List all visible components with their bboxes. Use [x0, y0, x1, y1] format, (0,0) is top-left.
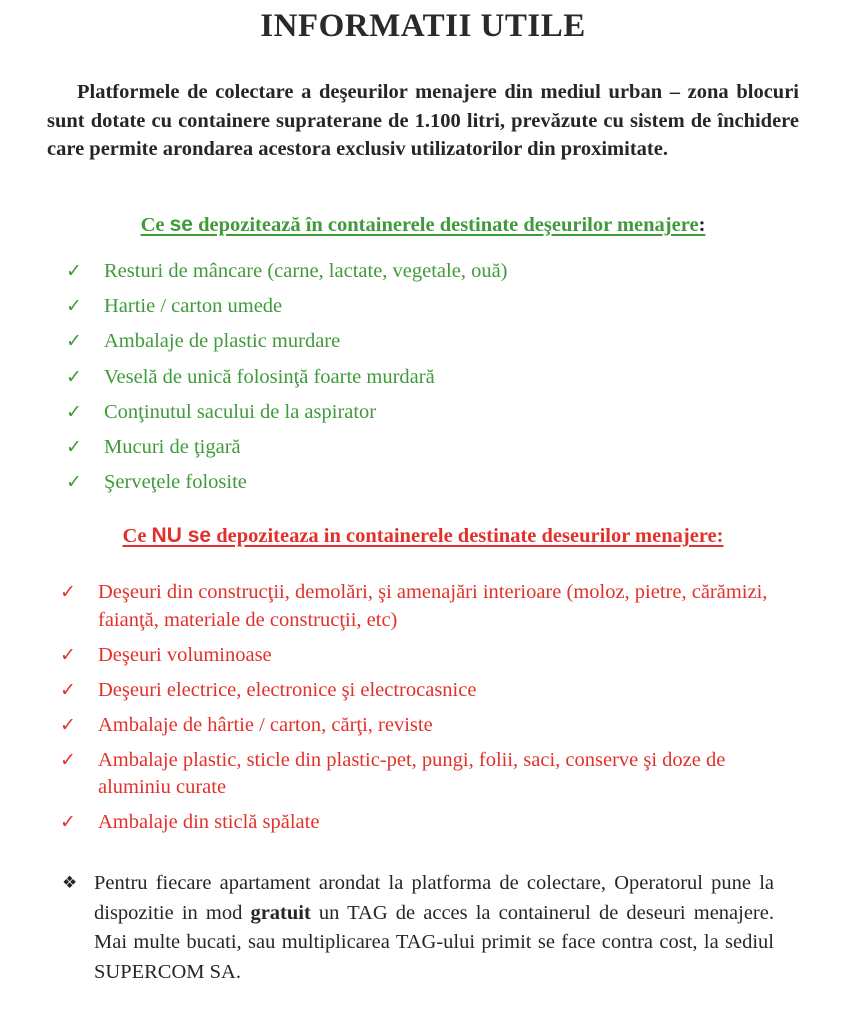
list-item	[66, 289, 786, 324]
list-item	[60, 677, 780, 705]
list-item	[60, 579, 780, 634]
list-item	[66, 254, 786, 289]
list-item-text: Ambalaje din sticlă spălate	[98, 811, 320, 833]
list-item	[66, 360, 786, 395]
forbidden-list	[60, 579, 780, 844]
list-item-text: Ambalaje de hârtie / carton, cărţi, reviste	[98, 713, 433, 736]
allowed-heading-colon: :	[698, 214, 706, 236]
list-item	[66, 395, 786, 430]
list-item	[60, 642, 780, 670]
check-mark-icon: ✓	[66, 260, 82, 282]
check-mark-icon: ✓	[66, 471, 82, 494]
list-item-text: Ambalaje de plastic murdare	[104, 330, 341, 353]
list-item	[60, 712, 780, 740]
list-item-text: Veselă de unică folosinţă foarte murdară	[104, 365, 435, 388]
tag-note-text	[94, 869, 774, 987]
check-mark-icon: ✓	[60, 643, 76, 666]
diamond-bullet-icon: ❖	[62, 873, 78, 893]
tag-note-text-after: un TAG de acces la containerul de deseuri menajere. Mai multe bucati, sau multiplicarea TAG-ului primit se face contra cost, la sediul SUPERCOM SA.	[94, 901, 774, 983]
list-item	[60, 747, 780, 802]
list-item-text: Conţinutul sacului de la aspirator	[104, 400, 377, 423]
list-item-text: Hartie / carton umede	[104, 295, 283, 318]
allowed-heading-pre: Ce	[140, 214, 170, 236]
list-item-text: Ambalaje plastic, sticle din plastic-pet, pungi, folii, saci, conserve şi doze de aluminiu curate	[98, 748, 726, 798]
tag-note-bold: gratuit	[250, 901, 311, 924]
tag-note	[62, 869, 774, 987]
list-item-text: Resturi de mâncare (carne, lactate, vegetale, ouă)	[104, 260, 508, 282]
list-item	[60, 809, 780, 837]
list-item-text: Deşeuri electrice, electronice şi electrocasnice	[98, 678, 477, 701]
check-mark-icon: ✓	[66, 436, 82, 459]
forbidden-heading-pre: Ce	[122, 525, 152, 547]
list-item-text: Deşeuri voluminoase	[98, 643, 272, 666]
list-item-text: Şerveţele folosite	[104, 471, 247, 494]
check-mark-icon: ✓	[60, 581, 76, 603]
allowed-heading-emphasis: se	[169, 213, 193, 236]
list-item	[66, 324, 786, 359]
allowed-list	[66, 254, 786, 500]
check-mark-icon: ✓	[60, 713, 76, 736]
check-mark-icon: ✓	[66, 365, 82, 388]
allowed-heading	[0, 213, 846, 237]
forbidden-heading-post: depoziteaza in containerele destinate deseurilor menajere:	[211, 525, 724, 547]
check-mark-icon: ✓	[60, 678, 76, 701]
check-mark-icon: ✓	[66, 295, 82, 318]
tag-note-text-before: Pentru fiecare apartament arondat la platforma de colectare, Operatorul pune la dispozitie in mod	[94, 872, 774, 924]
check-mark-icon: ✓	[66, 400, 82, 423]
forbidden-heading	[0, 524, 846, 548]
list-item	[66, 465, 786, 500]
check-mark-icon: ✓	[60, 748, 76, 771]
forbidden-heading-emphasis: NU se	[151, 524, 212, 547]
list-item-text: Deşeuri din construcţii, demolări, şi amenajări interioare (moloz, pietre, cărămizi, faianţă, materiale de construcţii, etc)	[98, 581, 768, 631]
page-title: INFORMATII UTILE	[260, 8, 586, 44]
intro-paragraph: Platformele de colectare a deşeurilor menajere din mediul urban – zona blocuri sunt dotate cu containere supraterane de 1.100 litri, prevăzute cu sistem de închidere care permite arondarea acestora exclusiv utilizatorilor din proximitate.	[47, 81, 799, 160]
check-mark-icon: ✓	[66, 330, 82, 353]
allowed-heading-post: depozitează în containerele destinate deşeurilor menajere	[192, 214, 699, 236]
list-item	[66, 430, 786, 465]
check-mark-icon: ✓	[60, 811, 76, 833]
list-item-text: Mucuri de ţigară	[104, 436, 241, 459]
